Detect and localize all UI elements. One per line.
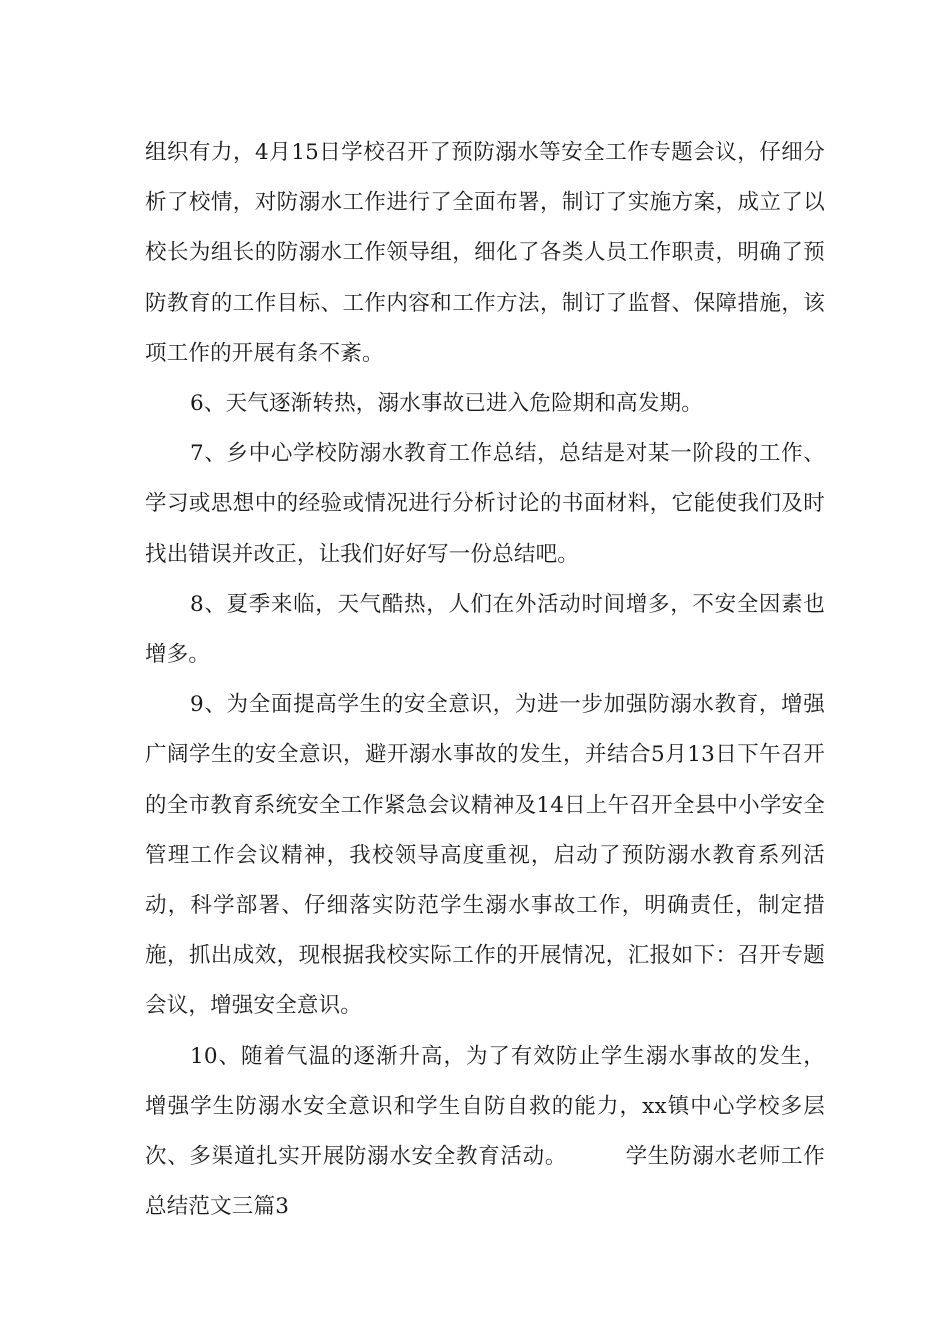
paragraph-10-text: 10、随着气温的逐渐升高，为了有效防止学生溺水事故的发生，增强学生防溺水安全意识和学生自防自救的能力，xx镇中心学校多层次、多渠道扎实开展防溺水安全教育活动。 xyxy=(145,1043,825,1170)
paragraph-10-tail: 学生防溺水老师工作总结范文三篇3 xyxy=(145,1144,825,1220)
paragraph-8: 8、夏季来临，天气酷热，人们在外活动时间增多，不安全因素也增多。 xyxy=(145,591,825,668)
document-body xyxy=(145,128,825,1232)
paragraph-10 xyxy=(145,1032,825,1233)
paragraph-7: 7、乡中心学校防溺水教育工作总结，总结是对某一阶段的工作、学习或思想中的经验或情况进行分析讨论的书面材料，它能使我们及时找出错误并改正，让我们好好写一份总结吧。 xyxy=(145,441,825,567)
paragraph-9: 9、为全面提高学生的安全意识，为进一步加强防溺水教育，增强广阔学生的安全意识，避开溺水事故的发生，并结合5月13日下午召开的全市教育系统安全工作紧急会议精神及14日上午召开全县中小学安全管理工作会议精神，我校领导高度重视，启动了预防溺水教育系列活动，科学部署、仔细落实防范学生溺水事故工作，明确责任，制定措施，抓出成效，现根据我校实际工作的开展情况，汇报如下：召开专题会议，增强安全意识。 xyxy=(145,692,825,1019)
paragraph-6: 6、天气逐渐转热，溺水事故已进入危险期和高发期。 xyxy=(190,391,703,417)
paragraph-continued: 组织有力，4月15日学校召开了预防溺水等安全工作专题会议，仔细分析了校情，对防溺水工作进行了全面布署，制订了实施方案，成立了以校长为组长的防溺水工作领导组，细化了各类人员工作职责，明确了预防教育的工作目标、工作内容和工作方法，制订了监督、保障措施，该项工作的开展有条不紊。 xyxy=(145,140,825,366)
